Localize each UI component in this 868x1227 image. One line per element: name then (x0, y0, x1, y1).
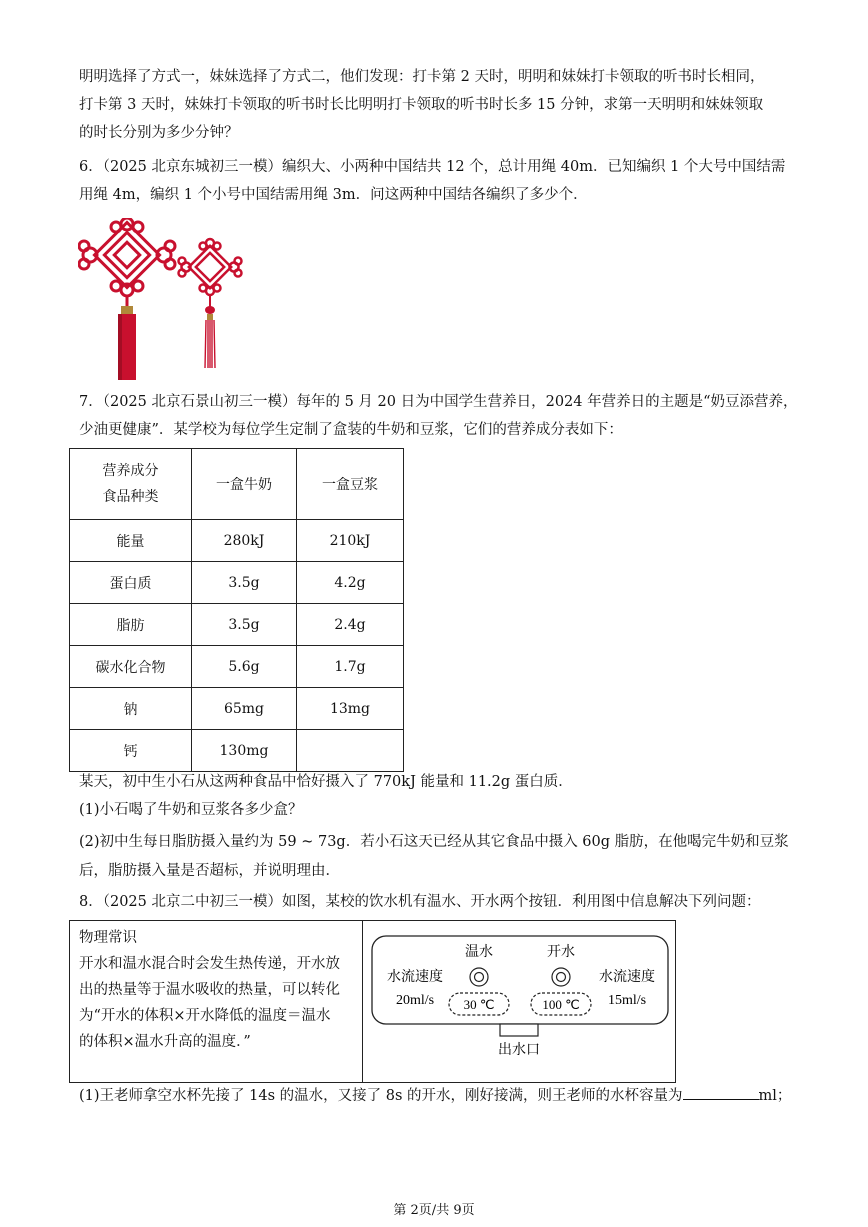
q7-part-2-line-2: 后，脂肪摄入量是否超标，并说明理由． (79, 863, 340, 879)
water-outlet (500, 1024, 538, 1036)
soy-value (297, 730, 404, 772)
milk-value: 280kJ (192, 520, 297, 562)
milk-value: 130mg (192, 730, 297, 772)
row-label: 碳水化合物 (70, 646, 192, 688)
q6-line-2: 用绳 4m，编织 1 个小号中国结需用绳 3m．问这两种中国结各编织了多少个． (79, 187, 588, 203)
q7-line-2: 少油更健康”．某学校为每位学生定制了盒装的牛奶和豆浆，它们的营养成分表如下： (79, 422, 623, 438)
q5-continuation-line-2: 打卡第 3 天时，妹妹打卡领取的听书时长比明明打卡领取的听书时长多 15 分钟，求第一天明明和妹妹领取 (79, 97, 764, 113)
small-knot (179, 239, 242, 368)
table-row (70, 562, 404, 604)
right-flow-speed-value: 15ml/s (607, 993, 647, 1008)
box-divider (362, 921, 363, 1082)
row-label: 钙 (70, 730, 192, 772)
large-knot (79, 218, 175, 380)
column-header-soy: 一盒豆浆 (297, 449, 404, 520)
header-top-label: 营养成分 (102, 463, 159, 479)
boiling-water-button[interactable] (552, 968, 570, 986)
q5-continuation-line-3: 的时长分别为多少分钟？ (79, 125, 239, 141)
q8-part-1-unit: ml； (758, 1088, 792, 1104)
table-row (70, 604, 404, 646)
q8-line-1: 8．（2025 北京二中初三一模）如图，某校的饮水机有温水、开水两个按钮．利用图中信息解决下列问题： (79, 894, 761, 910)
row-label: 脂肪 (70, 604, 192, 646)
boiling-water-label: 开水 (547, 945, 575, 960)
milk-value: 65mg (192, 688, 297, 730)
physics-note-title: 物理常识 (79, 930, 137, 946)
column-header-milk: 一盒牛奶 (192, 449, 297, 520)
row-label: 能量 (70, 520, 192, 562)
soy-value: 2.4g (297, 604, 404, 646)
milk-value: 5.6g (192, 646, 297, 688)
q8-part-1-text: (1)王老师拿空水杯先接了 14s 的温水，又接了 8s 的开水，刚好接满，则王老师的水杯容量为 (79, 1088, 683, 1104)
q7-line-1: 7．（2025 北京石景山初三一模）每年的 5 月 20 日为中国学生营养日，2024 年营养日的主题是“奶豆添营养， (79, 394, 798, 410)
q7-part-2-line-1: (2)初中生每日脂肪摄入量约为 59 ~ 73g．若小石这天已经从其它食品中摄入 60g 脂肪，在他喝完牛奶和豆浆 (79, 834, 789, 850)
row-label: 钠 (70, 688, 192, 730)
q7-part-1: (1)小石喝了牛奶和豆浆各多少盒？ (79, 802, 303, 818)
soy-value: 210kJ (297, 520, 404, 562)
header-bottom-label: 食品种类 (102, 489, 159, 505)
physics-note (79, 925, 340, 1055)
chinese-knots-image (78, 218, 248, 380)
q7-after-table: 某天，初中生小石从这两种食品中恰好摄入了 770kJ 能量和 11.2g 蛋白质． (79, 774, 573, 790)
physics-note-line: 的体积×温水升高的温度．” (79, 1034, 251, 1050)
q8-part-1 (79, 1085, 791, 1106)
nutrition-table (69, 448, 404, 772)
page-number-footer: 第 2页/共 9页 (393, 1203, 475, 1218)
answer-blank[interactable] (683, 1085, 759, 1100)
q5-continuation-line-1: 明明选择了方式一，妹妹选择了方式二，他们发现：打卡第 2 天时，明明和妹妹打卡领取的听书时长相同， (79, 69, 765, 85)
physics-note-line: 开水和温水混合时会发生热传递，开水放 (79, 956, 340, 972)
soy-value: 1.7g (297, 646, 404, 688)
water-dispenser-diagram (371, 935, 669, 1055)
warm-temp-value: 30 ℃ (463, 997, 495, 1012)
left-flow-speed-label: 水流速度 (387, 970, 443, 985)
table-row (70, 646, 404, 688)
table-row (70, 730, 404, 772)
right-flow-speed-label: 水流速度 (599, 970, 655, 985)
row-label: 蛋白质 (70, 562, 192, 604)
physics-note-line: 为“开水的体积×开水降低的温度＝温水 (79, 1008, 331, 1024)
boil-temp-value: 100 ℃ (542, 997, 580, 1012)
table-row (70, 520, 404, 562)
table-corner-header (70, 449, 192, 520)
table-row (70, 688, 404, 730)
milk-value: 3.5g (192, 604, 297, 646)
physics-note-line: 出的热量等于温水吸收的热量，可以转化 (79, 982, 340, 998)
soy-value: 13mg (297, 688, 404, 730)
left-flow-speed-value: 20ml/s (395, 993, 435, 1008)
warm-water-button[interactable] (470, 968, 488, 986)
soy-value: 4.2g (297, 562, 404, 604)
milk-value: 3.5g (192, 562, 297, 604)
table-header-row (70, 449, 404, 520)
warm-water-label: 温水 (465, 945, 493, 960)
outlet-label: 出水口 (498, 1043, 540, 1055)
q6-line-1: 6．（2025 北京东城初三一模）编织大、小两种中国结共 12 个，总计用绳 40m．已知编织 1 个大号中国结需 (79, 159, 786, 175)
